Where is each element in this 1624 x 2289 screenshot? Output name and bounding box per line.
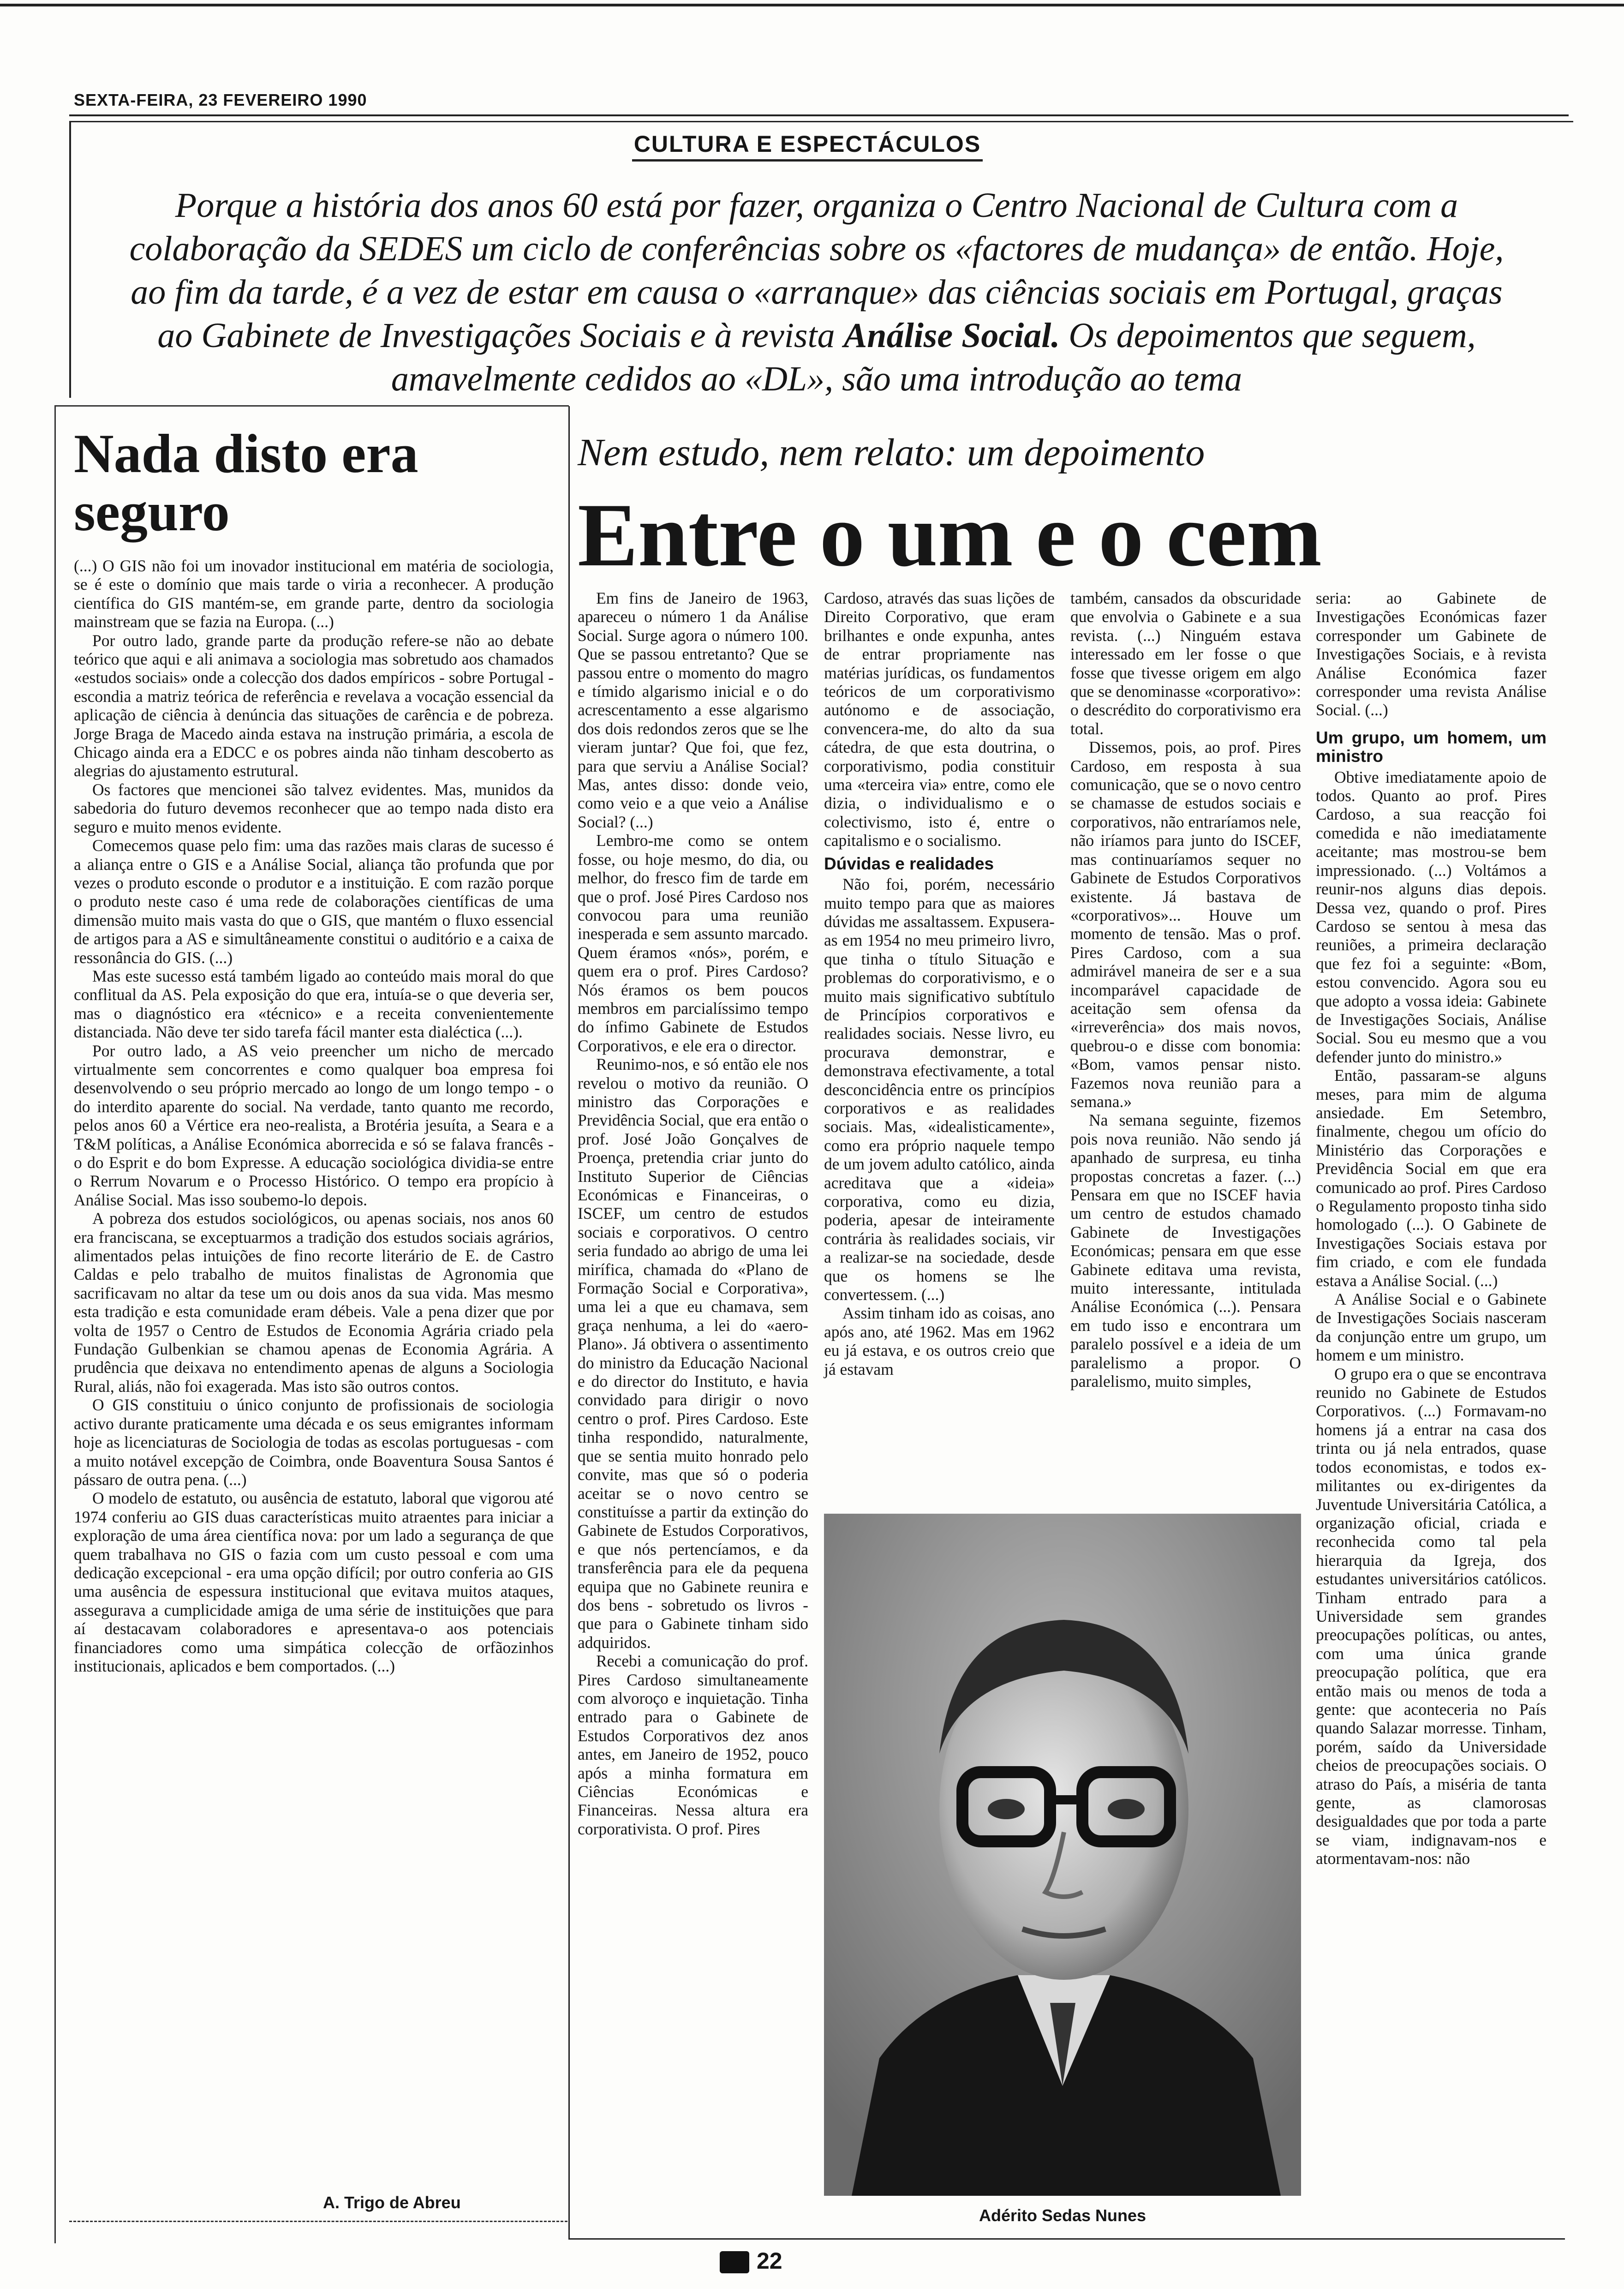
intro-text-end: Os depoimentos que seguem, amavelmente cedidos ao «DL», são uma introdução ao tema xyxy=(391,316,1476,398)
bottom-rule xyxy=(568,2238,1565,2240)
section-title-underline xyxy=(632,159,983,162)
main-article-kicker: Nem estudo, nem relato: um depoimento xyxy=(578,431,1205,474)
paragraph: Não foi, porém, necessário muito tempo para que as maiores dúvidas me assaltassem. Expusera-as em 1954 no meu primeiro livro, que tinha o título Situação e problemas do corporativismo, e o muito mais significativo subtítulo de Princípios corporativos e realidades sociais. Nesse livro, eu procurava demonstrar, e demonstrava efectivamente, a total desconcidência entre os princípios corporativos e as realidades sociais. Mas, «idealisticamente», como era próprio naquele tempo de um jovem adulto católico, ainda acreditava que a «ideia» corporativa, como eu dizia, poderia, apesar de inteiramente contrária às realidades sociais, vir a realizar-se na sociedade, desde que os homens se lhe convertessem. (...) xyxy=(824,875,1055,1304)
header-box-left-rule xyxy=(69,121,71,398)
dateline: SEXTA-FEIRA, 23 FEVEREIRO 1990 xyxy=(74,90,367,109)
left-article-author: A. Trigo de Abreu xyxy=(323,2193,461,2212)
main-article-headline: Entre o um e o cem xyxy=(578,485,1322,585)
paragraph: Dissemos, pois, ao prof. Pires Cardoso, em resposta à sua comunicação, que se o novo centro se chamasse de estudos sociais e corporativos, não entraríamos nele, não iríamos para junto do ISCEF, mas continuaríamos sequer no Gabinete de Estudos Corporativos existente. Já bastava de «corporativos»... Houve um momento de tensão. Mas o prof. Pires Cardoso, com a sua admirável maneira de ser e a sua incomparável capacidade de aceitação sem ofensa da «irreverência» dos mais novos, quebrou-o e disse com bonomia: «Bom, vamos pensar nisto. Fazemos nova reunião para a semana.» xyxy=(1070,738,1301,1111)
column-divider xyxy=(568,406,570,2238)
paragraph: O grupo era o que se encontrava reunido no Gabinete de Estudos Corporativos. (...) Formavam-no homens já a entrar na casa dos trinta ou já nela entrados, quase todos economistas, e todos ex-militantes ou ex-dirigentes da Juventude Universitária Católica, a organização oficial, criada e reconhecida como tal pela hierarquia da Igreja, dos estudantes universitários católicos. Tinham entrado para a Universidade sem grandes preocupações políticas, ou antes, com uma única grande preocupação política, que era então mais ou menos de toda a gente: que aconteceria no País quando Salazar morresse. Tinham, porém, saído da Universidade cheios de preocupações sociais. O atraso do País, a miséria de tanta gente, as clamorosas desigualdades que por toda a parte se viam, indignavam-nos e atormentavam-nos: não xyxy=(1316,1364,1546,1868)
intro-paragraph xyxy=(111,184,1522,401)
paragraph: Lembro-me como se ontem fosse, ou hoje mesmo, do dia, ou melhor, do fresco fim de tarde em que o prof. José Pires Cardoso nos convocou para uma reunião inesperada e sem assunto marcado. Quem éramos «nós», porém, e quem era o prof. Pires Cardoso? Nós éramos os bem poucos membros em parcialíssimo tempo do ínfimo Gabinete de Estudos Corporativos, e ele era o director. xyxy=(578,831,808,1055)
intro-text: Porque a história dos anos 60 está por fazer, organiza o Centro Nacional de Cultura com a colaboração da SEDES um ciclo de conferências sobre os «factores de mudança» de então. Hoje, ao fim da tarde, é a vez de estar em causa o «arranque» das ciências sociais em Portugal, graças ao Gabinete de Investigações Sociais e à revista xyxy=(129,186,1504,355)
photo-caption: Adérito Sedas Nunes xyxy=(979,2206,1146,2225)
left-article-headline: Nada disto era seguro xyxy=(74,423,418,542)
paragraph: Por outro lado, grande parte da produção refere-se não ao debate teórico que aqui e ali animava a sociologia mas sobretudo aos chamados «estudos sociais» onde a colecção dos dados empíricos - sobre Portugal - escondia a matriz teórica de referência e revelava a vocação essencial da aplicação de ciência à denúncia das situações de carência e de pobreza. Jorge Braga de Macedo ainda estava na instrução primária, a escola de Chicago ainda era a EDCC e os pobres ainda não tinham descoberto as alegrias do ajustamento estrutural. xyxy=(74,631,554,780)
paragraph: Então, passaram-se alguns meses, para mim de alguma ansiedade. Em Setembro, finalmente, chegou um ofício do Ministério das Corporações e Previdência Social em que era comunicado ao prof. Pires Cardoso o Regulamento proposto tinha sido homologado (...). O Gabinete de Investigações Sociais estava por fim criado, e com ele fundada estava a Análise Social. (...) xyxy=(1316,1066,1546,1290)
subheading: Dúvidas e realidades xyxy=(824,854,994,873)
page-number: 22 xyxy=(757,2248,782,2274)
paragraph: Obtive imediatamente apoio de todos. Quanto ao prof. Pires Cardoso, a sua reacção foi comedida e não imediatamente aceitante; mas mostrou-se bem impressionado. (...) Voltámos a reunir-nos alguns dias depois. Dessa vez, quando o prof. Pires Cardoso se sentou à mesa das reuniões, a primeira declaração que fez foi a seguinte: «Bom, estou convencido. Agora sou eu que adopto a vossa ideia: Gabinete de Investigações Sociais, Análise Social. Sou eu mesmo que a vou defender junto do ministro.» xyxy=(1316,767,1546,1066)
left-article-bottom-rule xyxy=(69,2221,567,2222)
paragraph: (...) O GIS não foi um inovador institucional em matéria de sociologia, se é este o domínio que mais tarde o viria a reconhecer. A produção científica do GIS mantém-se, em grande parte, dentro da sociologia mainstream que se fazia na Europa. (...) xyxy=(74,557,554,631)
intro-journal-name: Análise Social. xyxy=(843,316,1060,355)
main-article-column-4 xyxy=(1316,589,1546,1868)
dateline-rule xyxy=(69,114,1569,116)
paragraph: Por outro lado, a AS veio preencher um nicho de mercado virtualmente sem concorrentes e como qualquer boa empresa foi desenvolvendo o seu próprio mercado ao longo de um longo tempo - o do interdito aparente do social. Na verdade, tanto quanto me recordo, pelos anos 60 a Vértice era neo-realista, a Brotéria jesuíta, a Seara e a T&M políticas, a Análise Económica aborrecida e só se falava francês - o do Esprit e do bom Expresse. A educação sociológica dividia-se entre o Rerrum Novarum e o Processo Histórico. O tempo era propício à Análise Social. Mas isso soubemo-lo depois. xyxy=(74,1041,554,1209)
portrait-photo xyxy=(824,1514,1301,2196)
paragraph: Na semana seguinte, fizemos pois nova reunião. Não sendo já apanhado de surpresa, eu tinha propostas concretas a fazer. (...) Pensara em que no ISCEF havia um centro de estudos chamado Gabinete de Investigações Económicas; pensara em que esse Gabinete editava uma revista, muito interessante, intitulada Análise Económica (...). Pensara em tudo isso e encontrara um paralelo possível e a ideia de um paralelismo a propor. O paralelismo, muito simples, xyxy=(1070,1111,1301,1391)
dl-logo-icon xyxy=(720,2251,749,2273)
paragraph: Cardoso, através das suas lições de Direito Corporativo, que eram brilhantes e onde expunha, antes de entrar propriamente nas matérias jurídicas, os fundamentos teóricos de um corporativismo autónomo e de associação, convencera-me, do alto da sua cátedra, de que esta doutrina, o corporativismo, podia constituir uma «terceira via» entre, como ele dizia, o individualismo e o colectivismo, isto é, entre o capitalismo e o socialismo. xyxy=(824,589,1055,850)
paragraph: A pobreza dos estudos sociológicos, ou apenas sociais, nos anos 60 era franciscana, se exceptuarmos a tradição dos estudos sociais agrários, alimentados pelas intuições de fino recorte literário de E. de Castro Caldas e pelo trabalho de muitos finalistas de Agronomia que sacrificavam no altar da tese um ou dois anos da sua vida. Mas mesmo esta tradição e esta comunidade eram débeis. Vale a pena dizer que por volta de 1957 o Centro de Estudos de Economia Agrária criado pela Fundação Gulbenkian se chamou apenas de Economia Agrária. A prudência que deixava no entendimento apenas de alguns a Sociologia Rural, aliás, não foi exagerada. Mas isto são outros contos. xyxy=(74,1209,554,1396)
header-box-top-rule xyxy=(69,121,1573,122)
paragraph: Mas este sucesso está também ligado ao conteúdo mais moral do que conflitual da AS. Pela exposição do que era, intuía-se o que deveria ser, mas o diagnóstico era «técnico» e a receita convenientemente distanciada. Não deve ter sido tarefa fácil manter esta dialéctica (...). xyxy=(74,966,554,1042)
portrait-illustration xyxy=(824,1514,1301,2196)
left-article-body xyxy=(74,557,554,1675)
paragraph: Assim tinham ido as coisas, ano após ano, até 1962. Mas em 1962 eu já estava, e os outros creio que já estavam xyxy=(824,1304,1055,1378)
paragraph: O GIS constituiu o único conjunto de profissionais de sociologia activo durante praticamente uma década e os seus emigrantes informam hoje as licenciaturas de Sociologia de todas as escolas portuguesas - com a muito notável excepção de Coimbra, onde Boaventura Sousa Santos é pássaro de outra pena. (...) xyxy=(74,1396,554,1489)
paragraph: A Análise Social e o Gabinete de Investigações Sociais nasceram da conjunção entre um grupo, um homem e um ministro. xyxy=(1316,1290,1546,1365)
paragraph: seria: ao Gabinete de Investigações Económicas fazer corresponder um Gabinete de Investigações Sociais, e à revista Análise Económica fazer corresponder uma revista Análise Social. (...) xyxy=(1316,589,1546,719)
main-article-column-1 xyxy=(578,589,808,1838)
paragraph: Em fins de Janeiro de 1963, apareceu o número 1 da Análise Social. Surge agora o número 100. Que se passou entretanto? Que se passou entre o momento do magro e tímido algarismo inicial e o do acrescentamento a esse algarismo dos dois redondos zeros que se lhe vieram juntar? Que foi, que fez, para que serviu a Análise Social? Mas, antes disso: donde veio, como veio e a que veio a Análise Social? (...) xyxy=(578,589,808,831)
paragraph: Comecemos quase pelo fim: uma das razões mais claras de sucesso é a aliança entre o GIS e a Análise Social, aliança tão profunda que por vezes o produto esconde o produtor e a instituição. E com razão porque o produto neste caso é uma rede de colaborações científicas de uma dimensão muito mais vasta do que o GIS, que mantém o fluxo essencial de artigos para a AS e simultâneamente constitui o auditório e a caixa de ressonância do GIS. (...) xyxy=(74,836,554,967)
paragraph: Reunimo-nos, e só então ele nos revelou o motivo da reunião. O ministro das Corporações e Previdência Social, que era então o prof. José João Gonçalves de Proença, pretendia criar junto do Instituto Superior de Ciências Económicas e Financeiras, o ISCEF, um centro de estudos sociais e corporativos. O centro seria fundado ao abrigo de uma lei mirífica, chamada do «Plano de Formação Social e Corporativa», uma lei a que eu chamava, sem graça nenhuma, a lei do «aero-Plano». Já obtivera o assentimento do ministro da Educação Nacional e do director do Instituto, e havia convidado para dirigir o novo centro o prof. Pires Cardoso. Este tinha respondido, naturalmente, que se sentia muito honrado pelo convite, mas que só o poderia aceitar se o novo centro se constituísse a partir da extinção do Gabinete de Estudos Corporativos, e que nós pertencíamos, e da transferência para ele da pequena equipa que no Gabinete reunira e dos bens - sobretudo os livros - que para o Gabinete tinham sido adquiridos. xyxy=(578,1055,808,1652)
top-border-rule xyxy=(0,4,1624,6)
main-article-column-3 xyxy=(1070,589,1301,1390)
paragraph: O modelo de estatuto, ou ausência de estatuto, laboral que vigorou até 1974 conferiu ao GIS duas características muito atraentes para iniciar a exploração de uma área científica nova: por um lado a segurança de que quem trabalhava no GIS o fazia com um custo pessoal e com uma dedicação excepcional - era uma opção difícil; por outro conferia ao GIS uma ausência de espessura institucional que evitava muitos ataques, assegurava a cumplicidade amiga de uma série de instituições que para aí destacavam colaboradores e apresentava-o aos potenciais financiadores como uma simpática colecção de orfãozinhos institucionais, aplicados e bem comportados. (...) xyxy=(74,1489,554,1675)
main-article-column-2 xyxy=(824,589,1055,1378)
paragraph: Os factores que mencionei são talvez evidentes. Mas, munidos da sabedoria do futuro devemos reconhecer que ao tempo nada disto era seguro e muito menos evidente. xyxy=(74,780,554,836)
subheading: Um grupo, um homem, um ministro xyxy=(1316,728,1546,766)
paragraph: também, cansados da obscuridade que envolvia o Gabinete e a sua revista. (...) Ninguém estava interessado em ler fosse o que fosse que tivesse origem em algo que se denominasse «corporativo»: o descrédito do corporativismo era total. xyxy=(1070,589,1301,738)
section-title: CULTURA E ESPECTÁCULOS xyxy=(633,131,981,157)
paragraph: Recebi a comunicação do prof. Pires Cardoso simultaneamente com alvoroço e inquietação. Tinha entrado para o Gabinete de Estudos Corporativos dez anos antes, em Janeiro de 1952, pouco após a minha formatura em Ciências Económicas e Financeiras. Nessa altura era corporativista. O prof. Pires xyxy=(578,1652,808,1838)
